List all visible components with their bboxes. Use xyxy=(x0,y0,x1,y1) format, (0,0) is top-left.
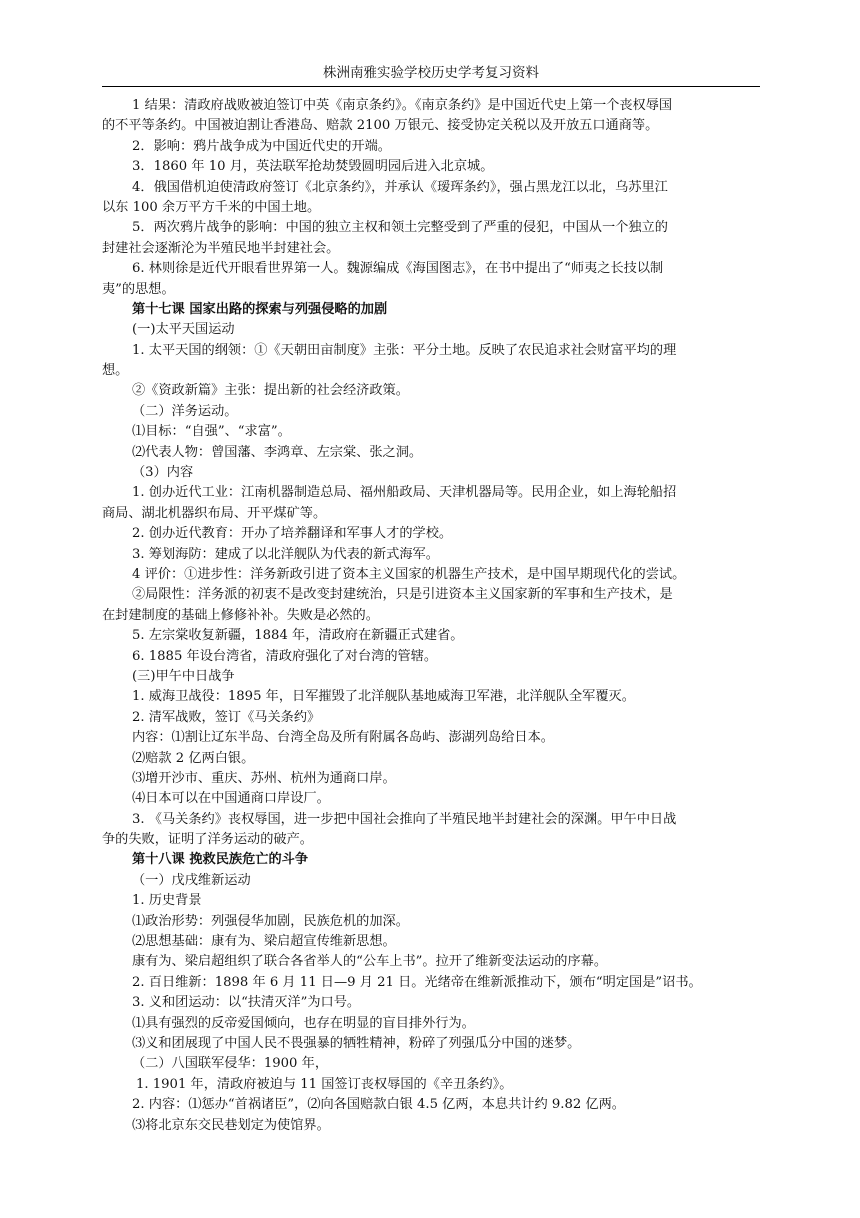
text-line: 2．影响：鸦片战争成为中国近代史的开端。 xyxy=(132,138,391,154)
text-line: 1. 创办近代工业：江南机器制造总局、福州船政局、天津机器局等。民用企业，如上海轮船招 xyxy=(132,485,677,501)
text-line: 2. 百日维新：1898 年 6 月 11 日—9 月 21 日。光绪帝在维新派推动下，颁布“明定国是”诏书。 xyxy=(132,974,702,990)
text-line: 想。 xyxy=(102,363,129,379)
text-line: ⑵赔款 2 亿两白银。 xyxy=(132,750,255,766)
text-line: (一)太平天国运动 xyxy=(132,322,235,338)
text-line: ⑶将北京东交民巷划定为使馆界。 xyxy=(132,1117,330,1133)
text-line: 1. 太平天国的纲领：①《天朝田亩制度》主张：平分土地。反映了农民追求社会财富平均的理 xyxy=(132,342,677,358)
text-line: ②《资政新篇》主张：提出新的社会经济政策。 xyxy=(132,383,409,399)
text-line: 1. 历史背景 xyxy=(132,893,202,909)
text-line: 2. 清军战败，签订《马关条约》 xyxy=(132,709,321,725)
text-line: ⑵代表人物：曾国藩、李鸿章、左宗棠、张之洞。 xyxy=(132,444,423,460)
text-line: 争的失败，证明了洋务运动的破产。 xyxy=(102,832,313,848)
text-line: 内容：⑴割让辽东半岛、台湾全岛及所有附属各岛屿、澎湖列岛给日本。 xyxy=(132,730,554,746)
text-line: ⑴具有强烈的反帝爱国倾向，也存在明显的盲目排外行为。 xyxy=(132,1015,475,1031)
text-line: 2. 创办近代教育：开办了培养翻译和军事人才的学校。 xyxy=(132,526,453,542)
text-line: 1 结果：清政府战败被迫签订中英《南京条约》。《南京条约》是中国近代史上第一个丧权辱国 xyxy=(132,98,673,113)
text-line: 3. 筹划海防：建成了以北洋舰队为代表的新式海军。 xyxy=(132,546,439,562)
page-header: 株洲南雅实验学校历史学考复习资料 xyxy=(323,65,539,81)
text-line: 商局、湖北机器织布局、开平煤矿等。 xyxy=(102,505,327,521)
text-line: ⑴政治形势：列强侵华加剧，民族危机的加深。 xyxy=(132,913,409,929)
text-line: (三)甲午中日战争 xyxy=(132,668,235,684)
text-line: 5．两次鸦片战争的影响：中国的独立主权和领土完整受到了严重的侵犯，中国从一个独立的 xyxy=(132,220,668,236)
text-line: 3. 《马关条约》丧权辱国，进一步把中国社会推向了半殖民地半封建社会的深渊。甲午中日战 xyxy=(132,811,677,827)
text-line: 5. 左宗棠收复新疆，1884 年，清政府在新疆正式建省。 xyxy=(132,628,464,644)
lesson-heading: 第十八课 挽救民族危亡的斗争 xyxy=(132,852,309,868)
text-line: 的不平等条约。中国被迫割让香港岛、赔款 2100 万银元、接受协定关税以及开放五口通商等。 xyxy=(102,118,659,134)
text-line: ⑶增开沙市、重庆、苏州、杭州为通商口岸。 xyxy=(132,770,396,786)
text-line: 6. 1885 年设台湾省，清政府强化了对台湾的管辖。 xyxy=(132,648,438,664)
text-line: 4．俄国借机迫使清政府签订《北京条约》，并承认《瑷珲条约》，强占黑龙江以北，乌苏里江 xyxy=(132,179,668,195)
text-line: 封建社会逐渐沦为半殖民地半封建社会。 xyxy=(102,240,340,256)
text-line: 夷”的思想。 xyxy=(102,281,175,297)
text-line: 康有为、梁启超组织了联合各省举人的“公车上书”。拉开了维新变法运动的序幕。 xyxy=(132,954,608,970)
text-line: 6. 林则徐是近代开眼看世界第一人。魏源编成《海国图志》，在书中提出了“师夷之长技以制 xyxy=(132,261,664,277)
text-line: ⑴目标：“自强”、“求富”。 xyxy=(132,424,291,440)
text-line: 4 评价：①进步性：洋务新政引进了资本主义国家的机器生产技术，是中国早期现代化的尝试。 xyxy=(132,566,686,582)
text-line: ②局限性：洋务派的初衷不是改变封建统治，只是引进资本主义国家新的军事和生产技术，是 xyxy=(132,587,673,603)
lesson-heading: 第十七课 国家出路的探索与列强侵略的加剧 xyxy=(132,301,388,317)
text-line: 2. 内容：⑴惩办“首祸诸臣”，⑵向各国赔款白银 4.5 亿两，本息共计约 9.82 亿两。 xyxy=(132,1097,625,1113)
text-line: 1. 1901 年，清政府被迫与 11 国签订丧权辱国的《辛丑条约》。 xyxy=(136,1076,513,1092)
text-line: ⑷日本可以在中国通商口岸设厂。 xyxy=(132,791,330,807)
header-rule xyxy=(102,86,760,87)
text-line: 3．1860 年 10 月，英法联军抢劫焚毁圆明园后进入北京城。 xyxy=(132,159,494,175)
text-line: ⑵思想基础：康有为、梁启超宣传维新思想。 xyxy=(132,934,396,950)
text-line: ⑶义和团展现了中国人民不畏强暴的牺牲精神，粉碎了列强瓜分中国的迷梦。 xyxy=(132,1035,581,1051)
text-line: （一）戊戌维新运动 xyxy=(132,872,251,888)
text-line: 以东 100 余万平方千米的中国土地。 xyxy=(102,199,321,215)
text-line: （二）洋务运动。 xyxy=(132,403,238,419)
text-line: 在封建制度的基础上修修补补。失败是必然的。 xyxy=(102,607,379,623)
text-line: （二）八国联军侵华：1900 年， xyxy=(132,1056,329,1072)
text-line: （3）内容 xyxy=(132,465,194,481)
text-line: 3. 义和团运动：以“扶清灭洋”为口号。 xyxy=(132,995,361,1011)
document-body xyxy=(102,96,760,1136)
text-line: 1. 威海卫战役：1895 年，日军摧毁了北洋舰队基地威海卫军港，北洋舰队全军覆灭。 xyxy=(132,689,635,705)
